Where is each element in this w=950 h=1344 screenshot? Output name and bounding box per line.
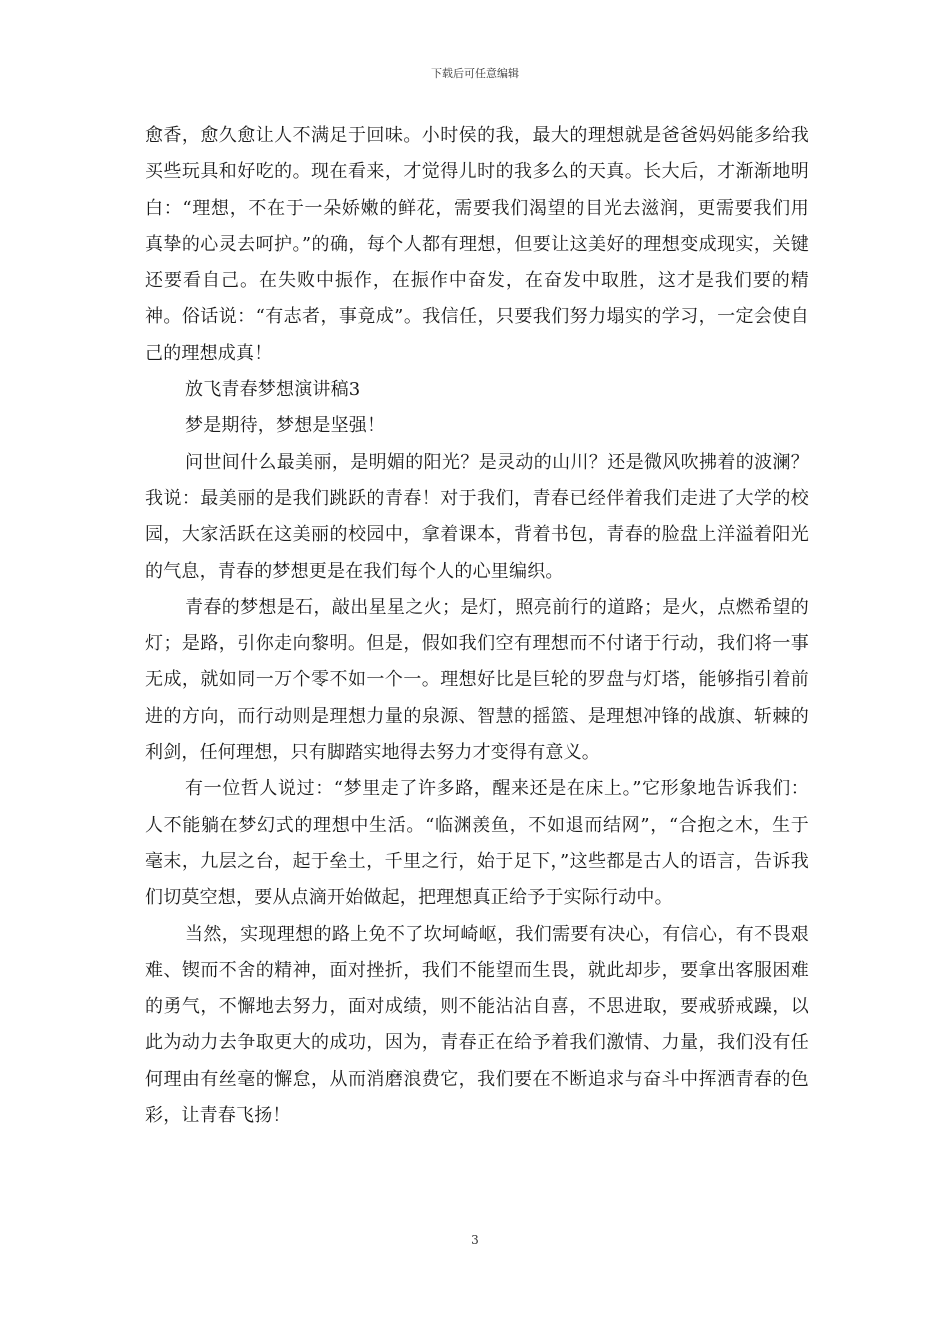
section-title: 放飞青春梦想演讲稿3 bbox=[185, 379, 361, 401]
page-number: 3 bbox=[471, 1233, 479, 1247]
document-body bbox=[145, 118, 809, 1134]
paragraph-continued: 愈香，愈久愈让人不满足于回味。小时侯的我，最大的理想就是爸爸妈妈能多给我买些玩具和好吃的。现在看来，才觉得儿时的我多么的天真。长大后，才渐渐地明白：“理想，不在于一朵娇嫩的鲜花，需要我们渴望的目光去滋润，更需要我们用真挚的心灵去呵护。”的确，每个人都有理想，但要让这美好的理想变成现实，关键还要看自己。在失败中振作，在振作中奋发，在奋发中取胜，这才是我们要的精神。俗话说：“有志者，事竟成”。我信任，只要我们努力塌实的学习，一定会使自己的理想成真！ bbox=[145, 125, 809, 364]
page-header: 下载后可任意编辑 bbox=[431, 67, 519, 80]
opening-line: 梦是期待，梦想是坚强！ bbox=[185, 415, 386, 437]
paragraph: 有一位哲人说过：“梦里走了许多路，醒来还是在床上。”它形象地告诉我们：人不能躺在梦幻式的理想中生活。“临渊羡鱼，不如退而结网”，“合抱之木，生于毫末，九层之台，起于垒土，千里之行，始于足下，”这些都是古人的语言，告诉我们切莫空想，要从点滴开始做起，把理想真正给予于实际行动中。 bbox=[145, 778, 809, 909]
paragraph: 问世间什么最美丽，是明媚的阳光？是灵动的山川？还是微风吹拂着的波澜？我说：最美丽的是我们跳跃的青春！对于我们，青春已经伴着我们走进了大学的校园，大家活跃在这美丽的校园中，拿着课本，背着书包，青春的脸盘上洋溢着阳光的气息，青春的梦想更是在我们每个人的心里编织。 bbox=[145, 451, 809, 582]
paragraph: 青春的梦想是石，敲出星星之火；是灯，照亮前行的道路；是火，点燃希望的灯；是路，引你走向黎明。但是，假如我们空有理想而不付诸于行动，我们将一事无成，就如同一万个零不如一个一。理想好比是巨轮的罗盘与灯塔，能够指引着前进的方向，而行动则是理想力量的泉源、智慧的摇篮、是理想冲锋的战旗、斩棘的利剑，任何理想，只有脚踏实地得去努力才变得有意义。 bbox=[145, 596, 809, 764]
paragraph: 当然，实现理想的路上免不了坎坷崎岖，我们需要有决心，有信心，有不畏艰难、锲而不舍的精神，面对挫折，我们不能望而生畏，就此却步，要拿出客服困难的勇气，不懈地去努力，面对成绩，则不能沾沾自喜，不思进取，要戒骄戒躁，以此为动力去争取更大的成功，因为，青春正在给予着我们激情、力量，我们没有任何理由有丝毫的懈怠，从而消磨浪费它，我们要在不断追求与奋斗中挥洒青春的色彩，让青春飞扬！ bbox=[145, 923, 809, 1127]
